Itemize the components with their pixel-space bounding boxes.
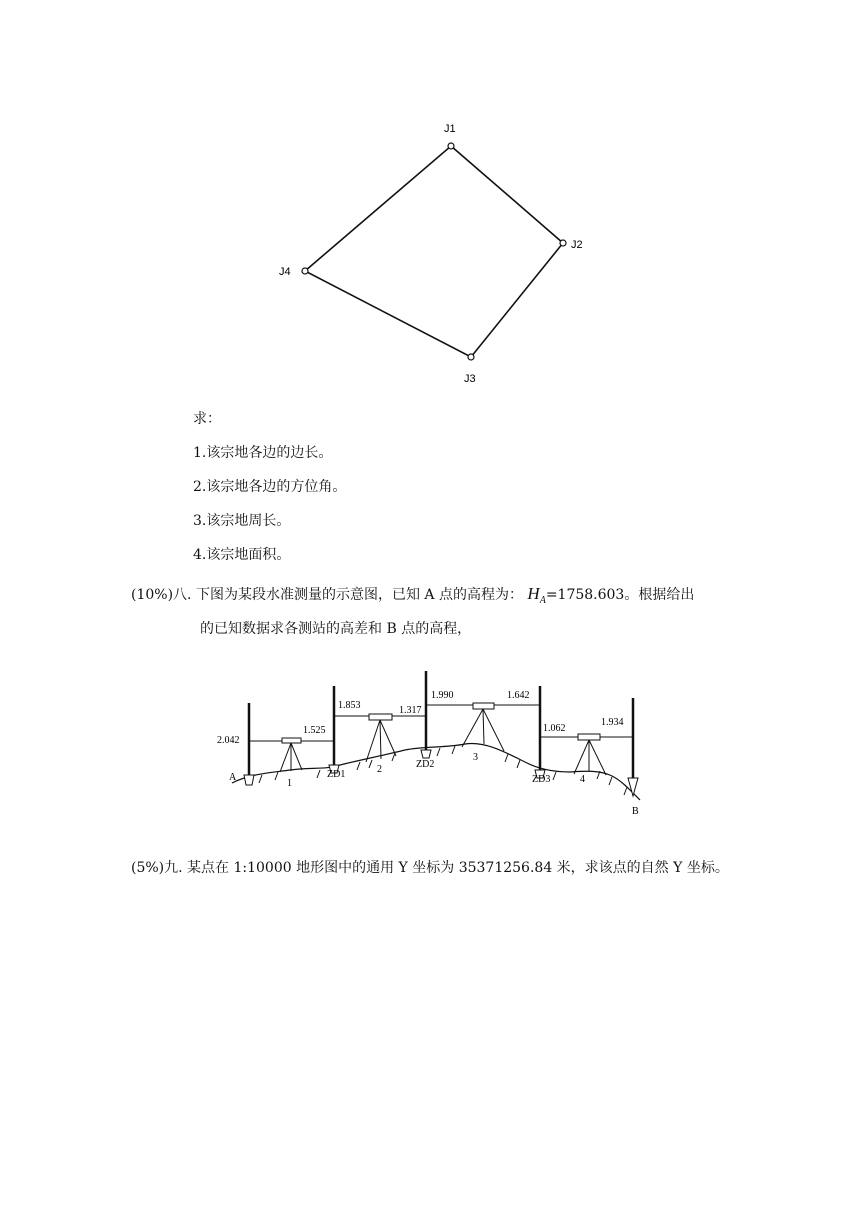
ground-profile bbox=[232, 743, 640, 800]
point-j3-label: J3 bbox=[464, 373, 476, 385]
station-2-label: 2 bbox=[377, 764, 382, 775]
problem8-line2: 的已知数据求各测站的高差和 B 点的高程， bbox=[200, 621, 472, 637]
question-ask: 求： bbox=[193, 411, 221, 427]
point-j1-label: J1 bbox=[444, 123, 456, 135]
problem8-text-before: 下图为某段水准测量的示意图，已知 A 点的高程为： bbox=[195, 587, 523, 603]
rod-b-base bbox=[628, 778, 638, 796]
question-item-1: 1.该宗地各边的边长。 bbox=[193, 445, 333, 461]
question-item-3: 3.该宗地周长。 bbox=[193, 513, 291, 529]
problem9-line bbox=[131, 859, 729, 877]
reading-1062: 1.062 bbox=[543, 723, 566, 734]
reading-1642: 1.642 bbox=[507, 690, 530, 701]
reading-1853: 1.853 bbox=[338, 700, 361, 711]
reading-2042: 2.042 bbox=[217, 735, 240, 746]
instrument-station-4 bbox=[574, 734, 606, 775]
reading-1934: 1.934 bbox=[601, 717, 624, 728]
problem8-text-after: =1758.603。根据给出 bbox=[545, 587, 695, 603]
point-b-label: B bbox=[632, 806, 639, 817]
point-zd2-label: ZD2 bbox=[416, 759, 435, 770]
point-zd1-label: ZD1 bbox=[327, 769, 346, 780]
elevation-symbol: H bbox=[527, 584, 540, 603]
rod-a-base bbox=[244, 775, 254, 785]
point-j2-label: J2 bbox=[571, 239, 583, 251]
station-4-label: 4 bbox=[580, 774, 585, 785]
rod-zd2-base bbox=[421, 750, 431, 758]
instrument-station-2 bbox=[366, 714, 396, 762]
problem8-prefix: (10%)八. bbox=[131, 587, 192, 603]
question-item-2: 2.该宗地各边的方位角。 bbox=[193, 479, 347, 495]
reading-1990: 1.990 bbox=[431, 690, 454, 701]
point-zd3-label: ZD3 bbox=[532, 774, 551, 785]
station-3-label: 3 bbox=[473, 752, 478, 763]
reading-1525: 1.525 bbox=[303, 725, 326, 736]
ground-hatching bbox=[259, 746, 627, 795]
problem9-text: 某点在 1:10000 地形图中的通用 Y 坐标为 35371256.84 米，求该点的自然 Y 坐标。 bbox=[187, 860, 729, 876]
problem9-prefix: (5%)九. bbox=[131, 860, 183, 876]
elevation-symbol-subscript: A bbox=[539, 595, 546, 606]
question-item-4: 4.该宗地面积。 bbox=[193, 547, 291, 563]
reading-1317: 1.317 bbox=[399, 705, 422, 716]
point-a-label: A bbox=[229, 772, 237, 783]
point-j4-label: J4 bbox=[279, 266, 291, 278]
instrument-station-1 bbox=[280, 738, 302, 772]
station-1-label: 1 bbox=[287, 778, 292, 789]
